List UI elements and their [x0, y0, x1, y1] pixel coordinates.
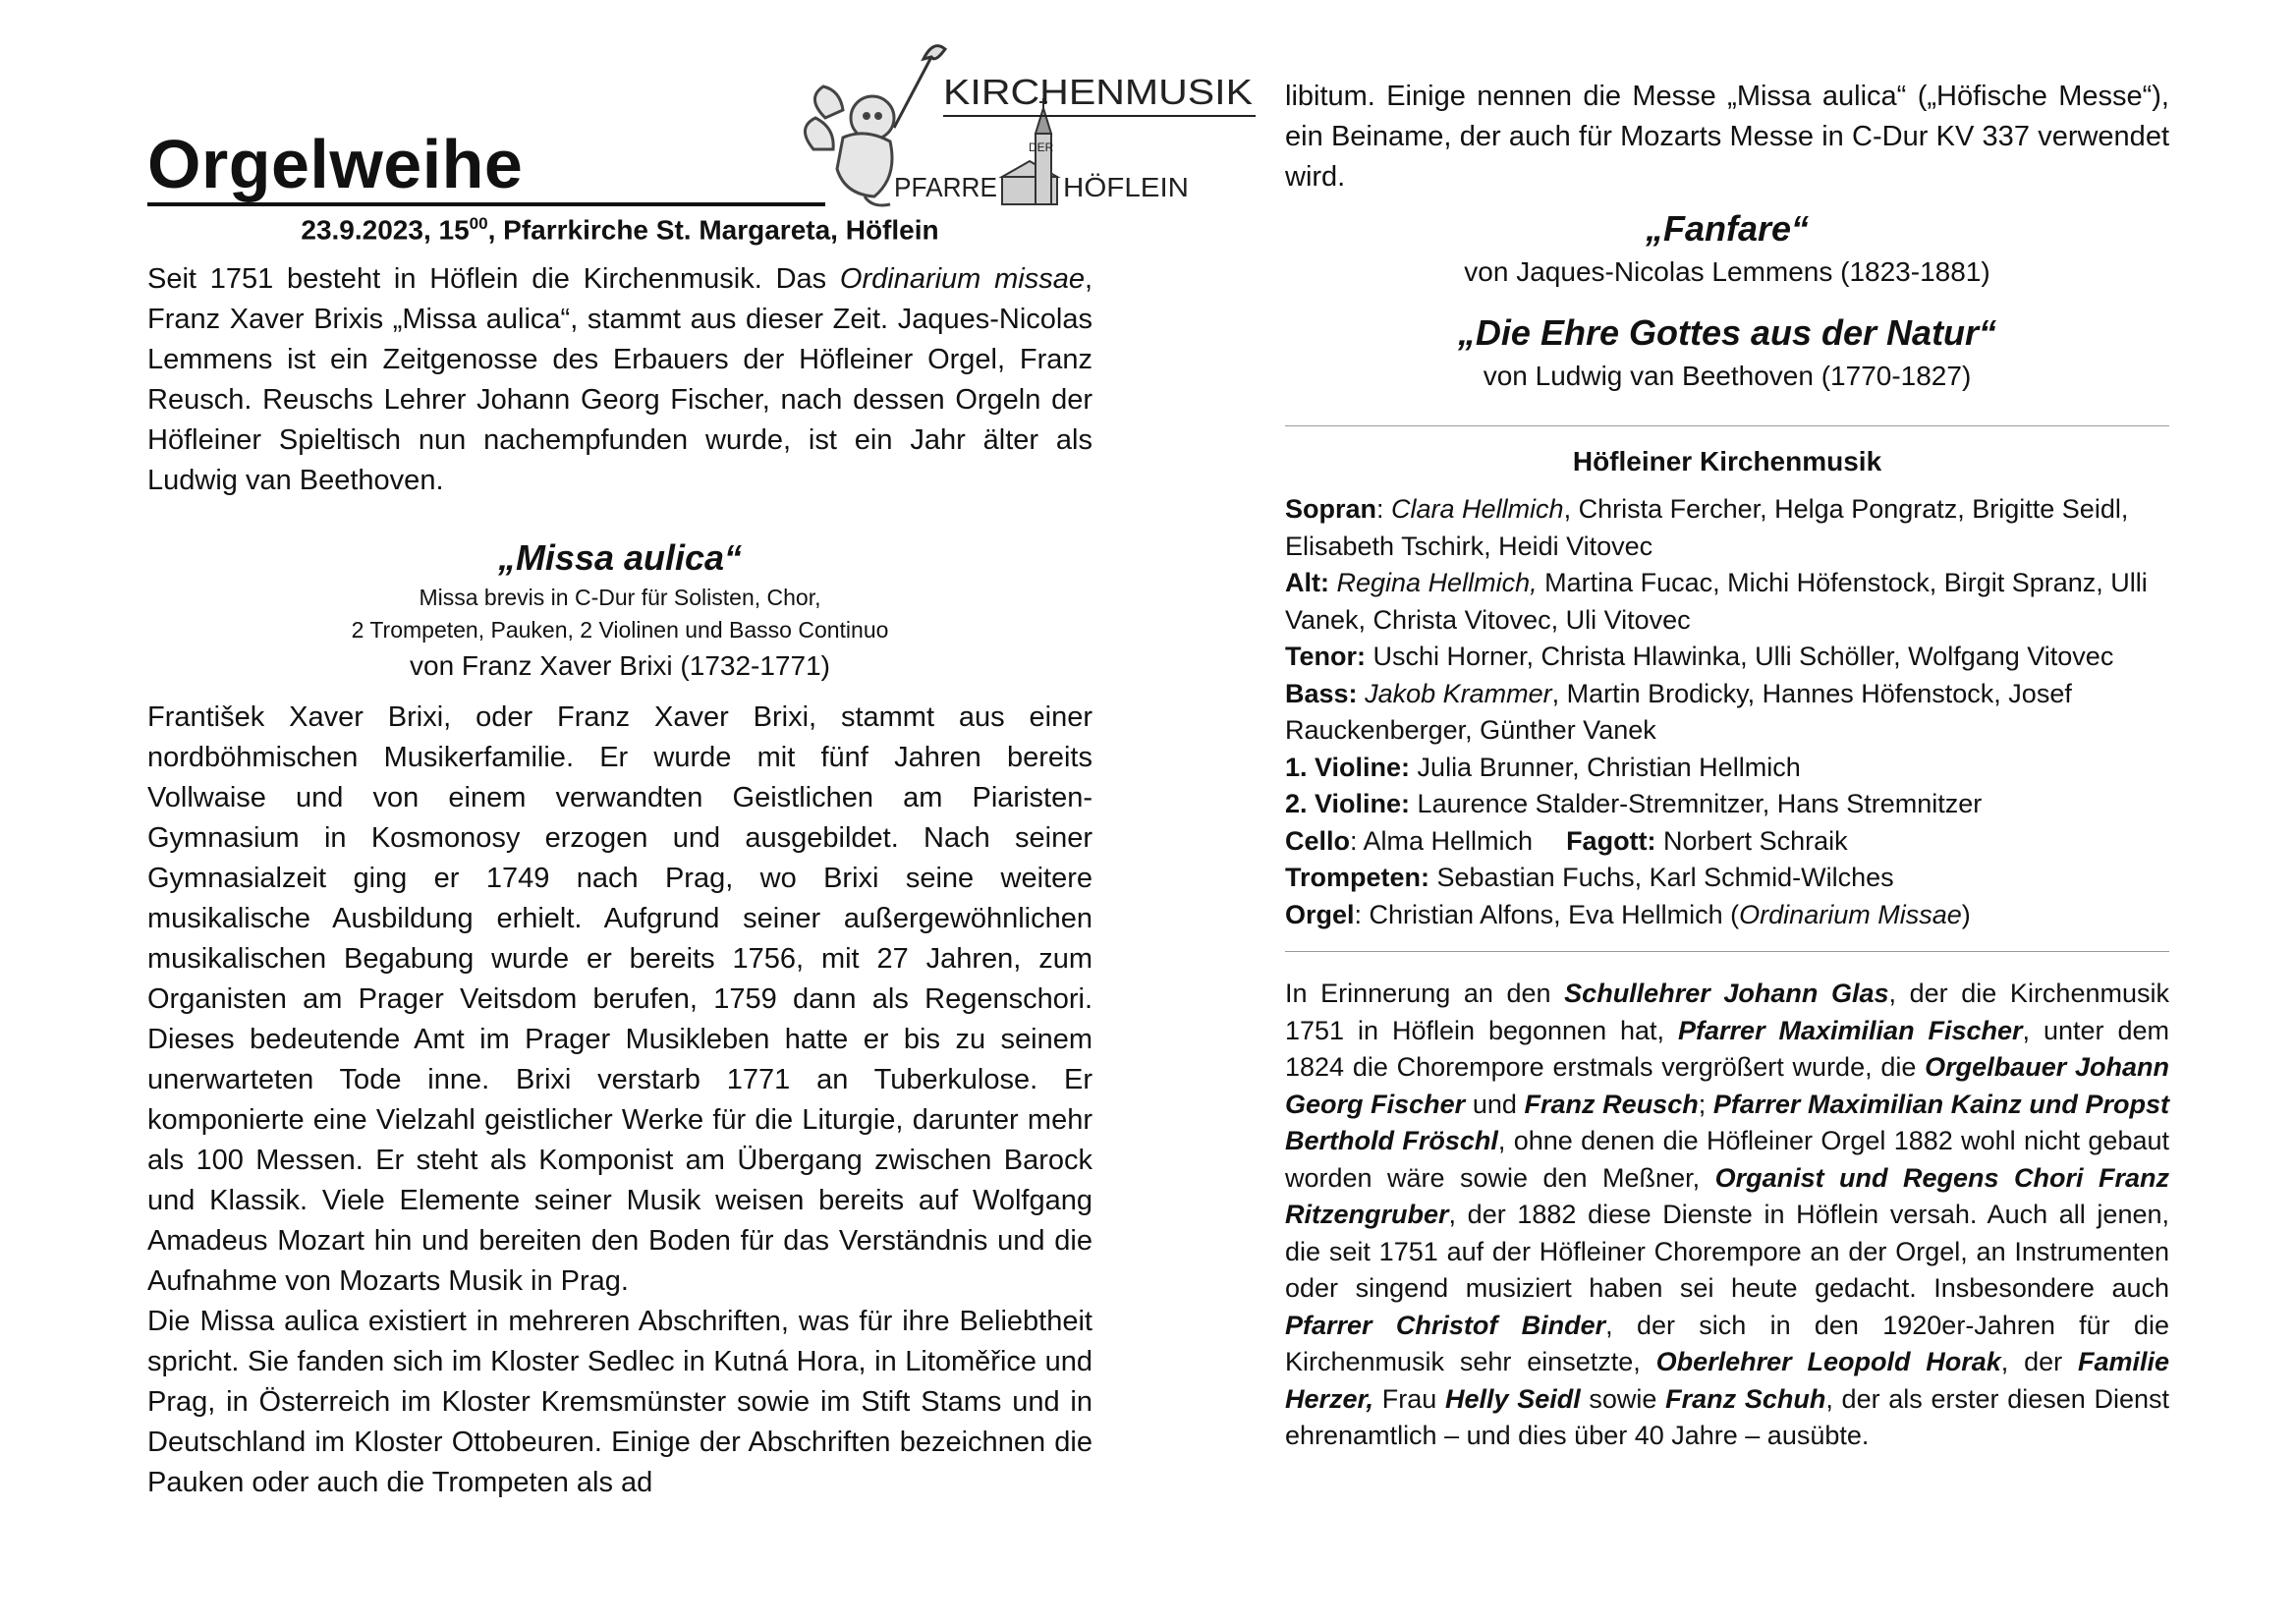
missa-heading — [147, 534, 1092, 686]
copies-paragraph: Die Missa aulica existiert in mehreren Abschriften, was für ihre Beliebtheit spricht. Sie fanden sich im Kloster Sedlec in Kutná Hora, in Litoměřice und Prag, in Österreich im Kloster Kremsmünster sowie im Stift Stams und in Deutschland im Kloster Ottobeuren. Einige der Abschriften bezeichnen die Pauken oder auch die Trompeten als ad — [147, 1306, 1092, 1499]
date-line — [147, 214, 1092, 246]
memorial-section — [1285, 976, 2169, 1455]
alt-line: Alt: Regina Hellmich, Martina Fucac, Michi Höfenstock, Birgit Spranz, Ulli Vanek, Christa Vitovec, Uli Vitovec — [1285, 568, 2148, 635]
logo-der-text: DER — [1029, 140, 1054, 154]
logo-hoeflein-text: HÖFLEIN — [1063, 172, 1189, 202]
ensemble-section — [1285, 446, 2169, 933]
missa-subtitle-1: Missa brevis in C-Dur für Solisten, Chor, — [419, 585, 821, 611]
bio-paragraph: František Xaver Brixi, oder Franz Xaver Brixi, stammt aus einer nordböhmischen Musikerfamilie. Er wurde mit fünf Jahren bereits Vollwaise und von einem verwandten Geistlichen am Piaristen-Gymnasium in Kosmonosy erzogen und ausgebildet. Nach seiner Gymnasialzeit ging er 1749 nach Prag, wo Brixi seine weitere musikalische Ausbildung erhielt. Aufgrund seiner außergewöhnlichen musikalischen Begabung wurde er bereits 1756, mit 27 Jahren, zum Organisten am Prager Veitsdom berufen, 1759 dann als Regenschori. Dieses bedeutende Amt im Prager Musikleben hatte er bis zu seinem unerwarteten Tode inne. Brixi verstarb 1771 an Tuberkulose. Er komponierte eine Vielzahl geistlicher Werke für die Liturgie, darunter mehr als 100 Messen. Er steht als Komponist am Übergang zwischen Barock und Klassik. Viele Elemente seiner Musik weisen bereits auf Wolfgang Amadeus Mozart hin und bereiten den Boden für das Verständnis und die Aufnahme von Mozarts Musik in Prag. — [147, 701, 1092, 1298]
fanfare-title: „Fanfare“ — [1645, 208, 1810, 249]
spacer — [147, 501, 1092, 534]
ehre-composer: von Ludwig van Beethoven (1770-1827) — [1483, 361, 1972, 391]
logo-pfarre-text: PFARRE — [894, 172, 997, 202]
logo-top-text: KIRCHENMUSIK — [943, 72, 1253, 112]
sopran-line: Sopran: Clara Hellmich, Christa Fercher, Helga Pongratz, Brigitte Seidl, Elisabeth Tschirk, Heidi Vitovec — [1285, 494, 2129, 561]
fanfare-heading — [1285, 205, 2169, 292]
trumpet-icon — [894, 46, 945, 128]
date-location: , Pfarrkirche St. Margareta, Höflein — [487, 214, 939, 246]
violine2-line: 2. Violine: Laurence Stalder-Stremnitzer, Hans Stremnitzer — [1285, 789, 1983, 818]
violine1-line: 1. Violine: Julia Brunner, Christian Hellmich — [1285, 752, 1801, 782]
header — [147, 39, 1253, 206]
fanfare-composer: von Jaques-Nicolas Lemmens (1823-1881) — [1464, 256, 1990, 287]
title-underline — [147, 202, 825, 206]
missa-title: „Missa aulica“ — [497, 537, 743, 579]
date-time-sup: 00 — [469, 214, 488, 233]
ehre-heading — [1285, 309, 2169, 396]
ensemble-title: Höfleiner Kirchenmusik — [1572, 446, 1882, 476]
page-title: Orgelweihe — [147, 126, 524, 202]
cello-fagott-line: Cello: Alma Hellmich Fagott: Norbert Schraik — [1285, 825, 1848, 856]
orgel-line: Orgel: Christian Alfons, Eva Hellmich (Ordinarium Missae) — [1285, 899, 1971, 929]
missa-composer: von Franz Xaver Brixi (1732-1771) — [410, 650, 830, 682]
left-column — [147, 39, 1253, 1503]
memorial-paragraph: In Erinnerung an den Schullehrer Johann Glas, der die Kirchenmusik 1751 in Höflein begonnen hat, Pfarrer Maximilian Fischer, unter dem 1824 die Chorempore erstmals vergrößert wurde, die Orgelbauer Johann Georg Fischer und Franz Reusch; Pfarrer Maximilian Kainz und Propst Berthold Fröschl, ohne denen die Höfleiner Orgel 1882 wohl nicht gebaut worden wäre sowie den Meßner, Organist und Regens Chori Franz Ritzengruber, der 1882 diese Dienste in Höflein versah. Auch all jenen, die seit 1751 auf der Höfleiner Chorempore an der Orgel, an Instrumenten oder singend musiziert haben sei heute gedacht. Insbesondere auch Pfarrer Christof Binder, der sich in den 1920er-Jahren für die Kirchenmusik sehr einsetzte, Oberlehrer Leopold Horak, der Familie Herzer, Frau Helly Seidl sowie Franz Schuh, der als erster diesen Dienst ehrenamtlich – und dies über 40 Jahre – ausübte. — [1285, 979, 2169, 1450]
intro-paragraph: Seit 1751 besteht in Höflein die Kirchenmusik. Das Ordinarium missae, Franz Xaver Brixis „Missa aulica“, stammt aus dieser Zeit. Jaques-Nicolas Lemmens ist ein Zeitgenosse des Erbauers der Höfleiner Orgel, Franz Reusch. Reuschs Lehrer Johann Georg Fischer, nach dessen Orgeln der Höfleiner Spieltisch nun nachempfunden wurde, ist ein Jahr älter als Ludwig van Beethoven. — [147, 263, 1093, 497]
copies-paragraph-cont: libitum. Einige nennen die Messe „Missa aulica“ („Höfische Messe“), ein Beiname, der auch für Mozarts Messe in C-Dur KV 337 verwendet wird. — [1285, 81, 2169, 193]
angel-icon — [805, 86, 894, 205]
trompeten-line: Trompeten: Sebastian Fuchs, Karl Schmid-Wilches — [1285, 863, 1894, 892]
date-text: 23.9.2023, 15 — [301, 214, 470, 246]
ehre-title: „Die Ehre Gottes aus der Natur“ — [1457, 312, 1997, 353]
divider-2 — [1285, 951, 2169, 952]
tenor-line: Tenor: Uschi Horner, Christa Hlawinka, Ulli Schöller, Wolfgang Vitovec — [1285, 642, 2114, 671]
missa-subtitle-2: 2 Trompeten, Pauken, 2 Violinen und Basso Continuo — [351, 617, 889, 644]
right-column — [1285, 77, 2169, 1455]
bass-line: Bass: Jakob Krammer, Martin Brodicky, Hannes Höfenstock, Josef Rauckenberger, Günther Vanek — [1285, 678, 2072, 745]
kirchenmusik-logo — [796, 39, 1267, 211]
divider-1 — [1285, 425, 2169, 426]
